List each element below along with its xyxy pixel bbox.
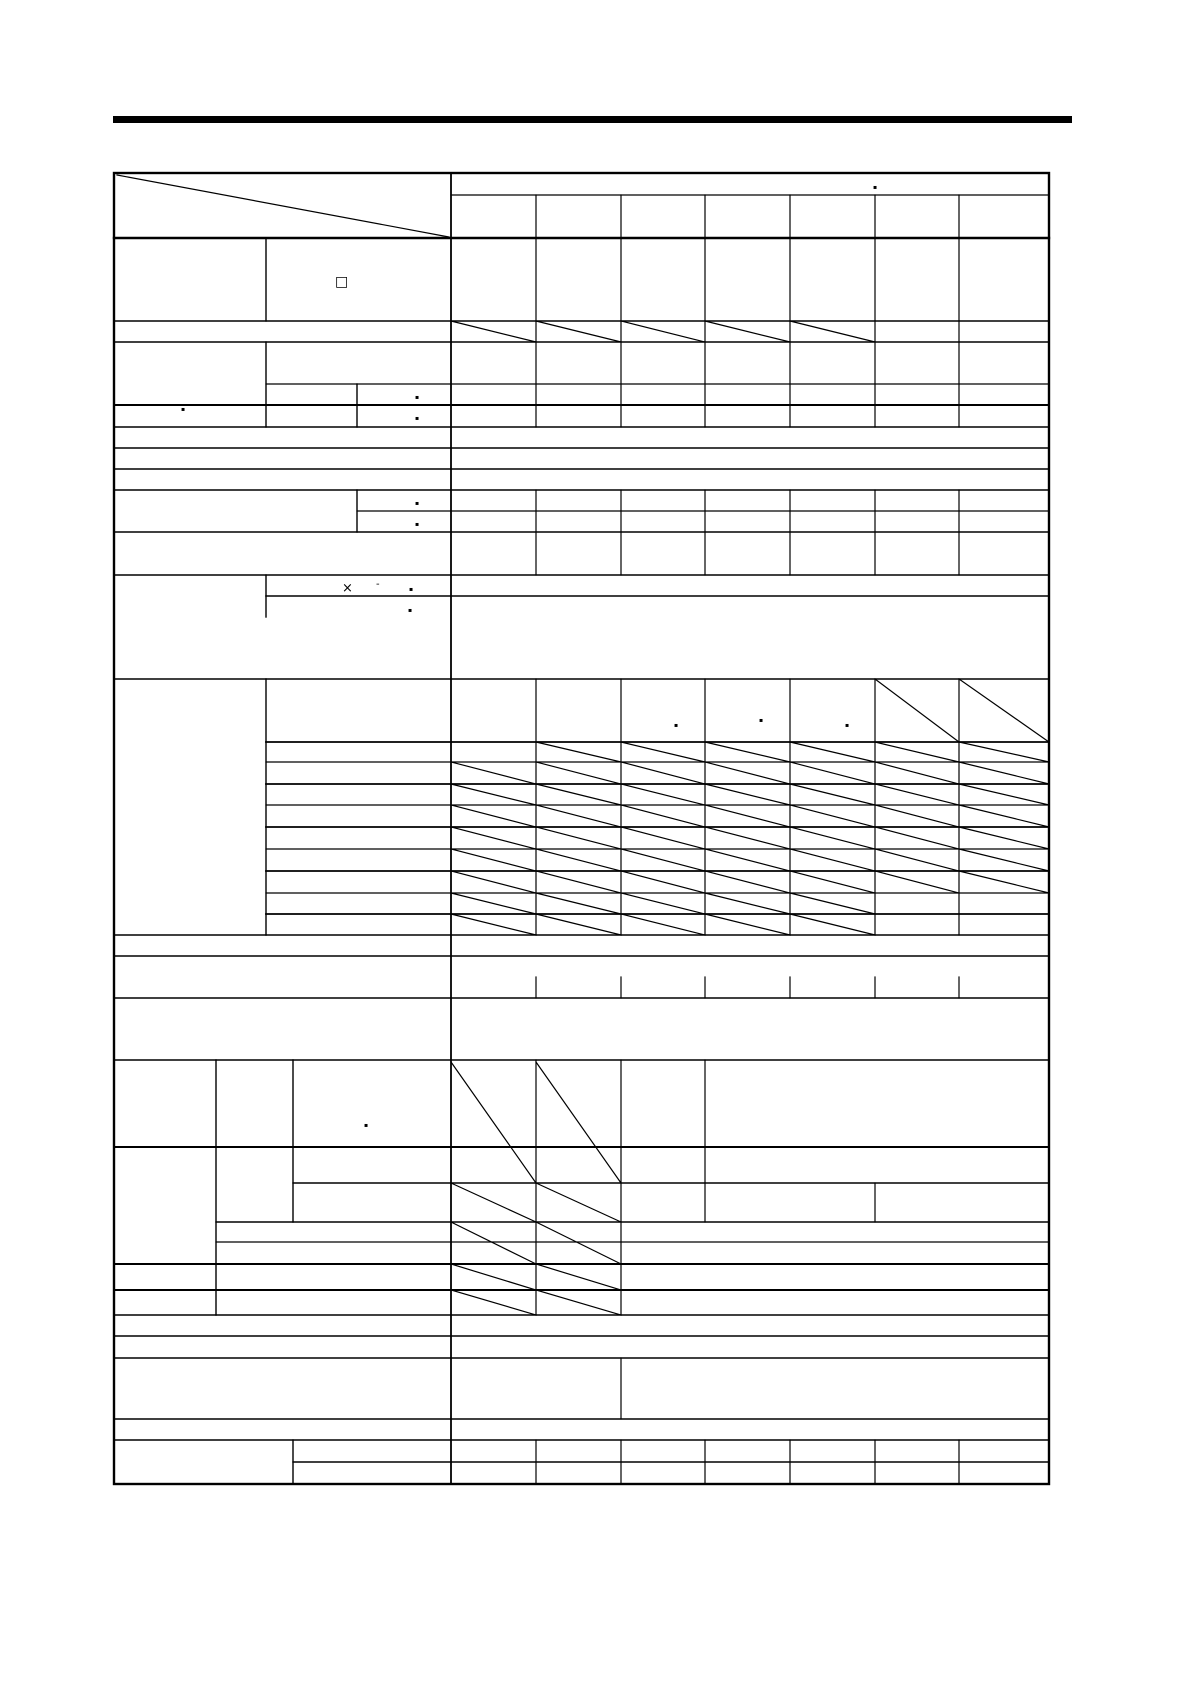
table-diagonal — [621, 784, 705, 805]
table-diagonal — [117, 175, 449, 237]
table-diagonal — [705, 914, 790, 935]
table-diagonal — [621, 893, 705, 914]
table-diagonal — [875, 742, 959, 762]
dot-mark: ▪ — [415, 394, 420, 401]
dot-mark: ▪ — [415, 521, 420, 528]
table-diagonal — [959, 762, 1049, 784]
table-diagonal — [621, 849, 705, 871]
table-diagonal — [621, 914, 705, 935]
table-diagonal — [790, 914, 875, 935]
dot-mark: ▪ — [674, 722, 679, 729]
dot-mark: ▪ — [364, 1122, 369, 1129]
table-diagonal — [536, 1264, 621, 1290]
dot-mark: ▪ — [181, 406, 186, 413]
dot-mark: ▪ — [408, 607, 413, 614]
checkbox-icon: □ — [335, 274, 349, 290]
table-diagonal — [705, 871, 790, 893]
table-diagonal — [451, 871, 536, 893]
table-diagonal — [536, 1290, 621, 1315]
table-diagonal — [451, 784, 536, 805]
table-diagonal — [959, 679, 1049, 742]
table-diagonal — [536, 805, 621, 827]
dot-mark: ▪ — [409, 586, 414, 593]
table-diagonal — [621, 805, 705, 827]
table-diagonal — [705, 805, 790, 827]
table-diagonal — [959, 871, 1049, 893]
table-diagonal — [451, 1290, 536, 1315]
table-diagonal — [790, 762, 875, 784]
table-diagonal — [959, 827, 1049, 849]
table-diagonal — [705, 827, 790, 849]
table-diagonal — [875, 679, 959, 742]
dot-mark: ▪ — [873, 184, 878, 191]
table-diagonal — [536, 871, 621, 893]
table-diagonal — [536, 742, 621, 762]
table-diagonal — [705, 762, 790, 784]
table-diagonal — [451, 827, 536, 849]
table-diagonal — [875, 805, 959, 827]
table-diagonal — [451, 893, 536, 914]
dot-mark: ▪ — [415, 500, 420, 507]
table-diagonal — [875, 871, 959, 893]
table-diagonal — [451, 1264, 536, 1290]
dot-mark: ▪ — [415, 415, 420, 422]
table-diagonal — [790, 827, 875, 849]
table-diagonal — [875, 784, 959, 805]
table-diagonal — [451, 321, 536, 342]
table-diagonal — [621, 827, 705, 849]
table-diagonal — [790, 784, 875, 805]
table-diagonal — [536, 762, 621, 784]
table-diagonal — [536, 1222, 621, 1264]
table-diagonal — [451, 914, 536, 935]
table-diagonal — [621, 321, 705, 342]
table-diagonal — [790, 893, 875, 914]
table-diagonal — [790, 871, 875, 893]
table-diagonal — [621, 762, 705, 784]
table-diagonal — [705, 321, 790, 342]
dot-mark: ▪ — [759, 717, 764, 724]
table-diagonal — [621, 871, 705, 893]
table-diagonal — [705, 893, 790, 914]
table-diagonal — [959, 805, 1049, 827]
table-diagonal — [875, 827, 959, 849]
table-diagonal — [536, 849, 621, 871]
table-diagonal — [536, 827, 621, 849]
table-diagonal — [790, 849, 875, 871]
table-diagonal — [451, 805, 536, 827]
table-diagonal — [790, 742, 875, 762]
table-diagonal — [705, 784, 790, 805]
table-diagonal — [705, 742, 790, 762]
table-frame — [114, 173, 1049, 1484]
table-diagonal — [959, 742, 1049, 762]
table-diagonal — [536, 321, 621, 342]
table-diagonal — [451, 1222, 536, 1264]
table-diagonal — [536, 1183, 621, 1222]
table-diagonal — [875, 849, 959, 871]
table-diagonal — [959, 849, 1049, 871]
multiply-sign: × — [342, 581, 353, 596]
table-diagonal — [451, 1062, 536, 1183]
table-diagonal — [536, 1062, 621, 1183]
table-diagonal — [790, 321, 875, 342]
table-diagonal — [705, 849, 790, 871]
table-diagonal — [451, 1183, 536, 1222]
table-diagonal — [875, 762, 959, 784]
table-diagonal — [536, 914, 621, 935]
table-diagonal — [451, 762, 536, 784]
table-diagonal — [451, 849, 536, 871]
table-diagonal — [621, 742, 705, 762]
dot-mark: ▪ — [845, 722, 850, 729]
table-diagonal — [536, 784, 621, 805]
table-diagonal — [959, 784, 1049, 805]
table-diagonal — [536, 893, 621, 914]
dash-mark: - — [376, 579, 380, 590]
table-diagonal — [790, 805, 875, 827]
